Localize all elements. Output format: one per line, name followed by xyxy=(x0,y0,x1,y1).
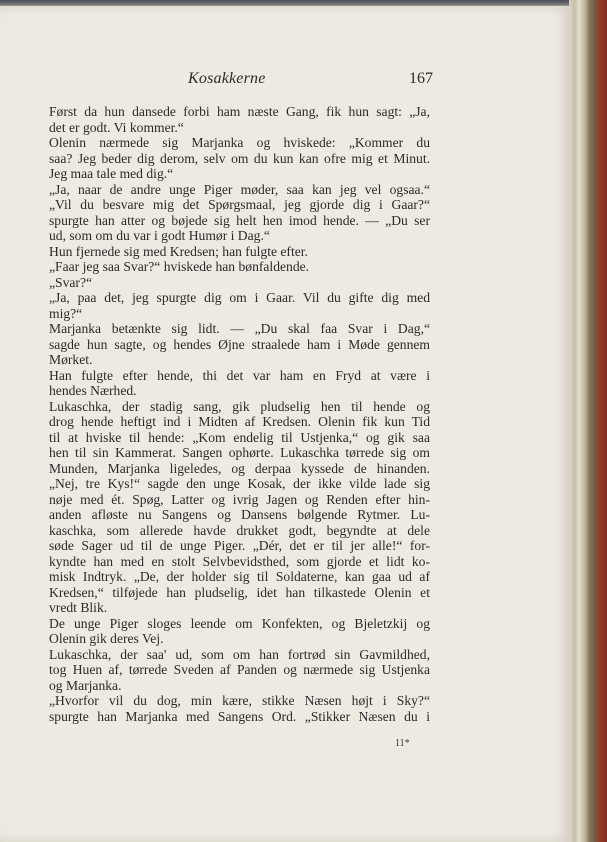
body-text xyxy=(49,104,430,724)
text-line: Olenin nærmede sig Marjanka og hviskede: „Kommer du xyxy=(49,135,430,150)
text-line: „Svar?“ xyxy=(49,274,93,290)
text-line: nøje med ét. Spøg, Latter og ivrig Jagen og Renden efter hin- xyxy=(49,491,430,507)
text-line: tog Huen af, tørrede Sveden af Panden og nærmede sig Ustjenka xyxy=(49,662,430,677)
text-line: spurgte han atter og bøjede sig helt hen imod hende. — „Du ser xyxy=(49,212,430,228)
signature-mark: 11* xyxy=(395,738,410,749)
text-line: „Vil du besvare mig det Spørgsmaal, jeg gjorde dig i Gaar?“ xyxy=(49,197,430,212)
text-line: til at hviske til hende: „Kom endelig til Ustjenka,“ og gik saa xyxy=(49,429,430,445)
text-line: Lukaschka, der stadig sang, gik pludselig hen til hende og xyxy=(49,398,430,414)
text-line: Først da hun dansede forbi ham næste Gang, fik hun sagt: „Ja, xyxy=(49,104,430,119)
text-line: „Faar jeg saa Svar?“ hviskede han bønfaldende. xyxy=(49,259,310,274)
text-line: anden afløste nu Sangens og Dansens bølgende Rytmer. Lu- xyxy=(49,507,430,522)
text-line: ud, som om du var i godt Humør i Dag.“ xyxy=(49,228,270,243)
text-line: „Ja, paa det, jeg spurgte dig om i Gaar. Vil du gifte dig med xyxy=(49,290,430,305)
text-line: Han fulgte efter hende, thi det var ham en Fryd at være i xyxy=(49,367,430,383)
text-line: og Marjanka. xyxy=(49,677,122,693)
text-line: „Hvorfor vil du dog, min kære, stikke Næsen højt i Sky?“ xyxy=(49,693,430,708)
text-line: Kredsen,“ tilføjede han pludselig, idet han tilkastede Olenin et xyxy=(49,584,430,600)
text-line: mig?“ xyxy=(49,305,83,321)
text-line: spurgte han Marjanka med Sangens Ord. „Stikker Næsen du i xyxy=(49,708,430,724)
text-line: misk Indtryk. „De, der holder sig til Soldaterne, kan gaa ud af xyxy=(49,569,430,584)
text-line: hendes Nærhed. xyxy=(49,383,137,398)
text-line: Jeg maa tale med dig.“ xyxy=(49,166,174,181)
text-line: det er godt. Vi kommer.“ xyxy=(49,119,184,135)
book-page xyxy=(0,6,572,842)
text-line: De unge Piger sloges leende om Konfekten, og Bjeletzkij og xyxy=(49,615,430,631)
text-line: kyndte han med en stolt Selvbevidsthed, som gjorde et lidt ko- xyxy=(49,553,430,569)
text-line: vredt Blik. xyxy=(49,600,108,615)
text-line: hen til sin Kammerat. Sangen ophørte. Lukaschka tørrede sig om xyxy=(49,445,430,460)
text-line: Marjanka betænkte sig lidt. — „Du skal faa Svar i Dag,“ xyxy=(49,321,430,336)
text-line: Olenin gik deres Vej. xyxy=(49,631,164,646)
text-line: sagde hun sagte, og hendes Øjne straalede ham i Møde gennem xyxy=(49,336,430,352)
page-number: 167 xyxy=(409,70,433,87)
text-line: „Ja, naar de andre unge Piger møder, saa kan jeg vel ogsaa.“ xyxy=(49,181,430,197)
text-line: Lukaschka, der saa' ud, som om han fortrød sin Gavmildhed, xyxy=(49,646,430,662)
running-title: Kosakkerne xyxy=(188,70,266,87)
text-line: Mørket. xyxy=(49,352,93,367)
text-line: drog hende heftigt ind i Midten af Kredsen. Olenin fik kun Tid xyxy=(49,414,430,429)
page-header xyxy=(0,70,572,94)
text-line: Hun fjernede sig med Kredsen; han fulgte efter. xyxy=(49,243,308,259)
text-line: Munden, Marjanka ligeledes, og derpaa kyssede de hinanden. xyxy=(49,460,430,476)
book-page-edges xyxy=(569,0,607,842)
text-line: saa? Jeg beder dig derom, selv om du kun kan ofre mig et Minut. xyxy=(49,150,430,166)
text-line: søde Sager ud til de unge Piger. „Dér, det er til jer alle!“ for- xyxy=(49,538,430,553)
text-line: kaschka, som allerede havde drukket godt, begyndte at dele xyxy=(49,522,430,538)
text-line: „Nej, tre Kys!“ sagde den unge Kosak, der ikke vilde lade sig xyxy=(49,476,430,491)
